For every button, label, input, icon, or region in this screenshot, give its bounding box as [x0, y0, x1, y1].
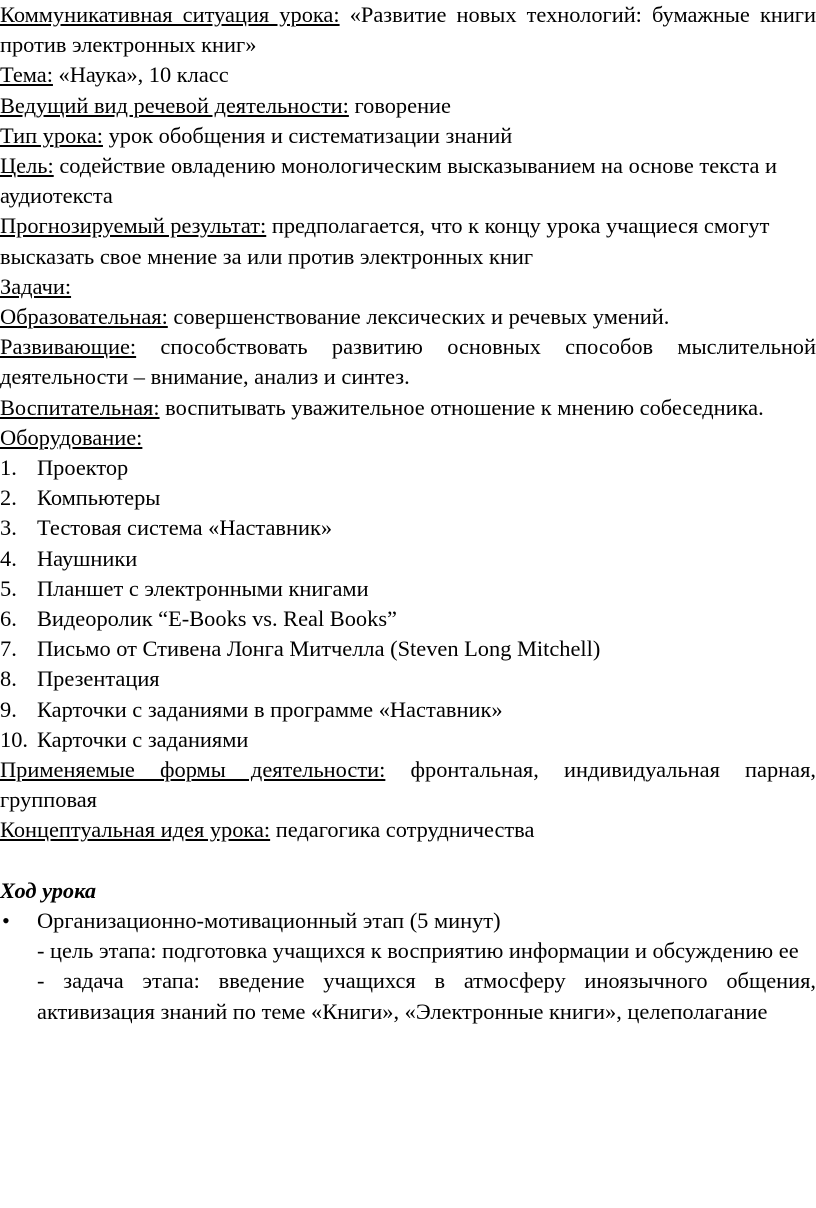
- item-text: Компьютеры: [37, 485, 161, 511]
- list-item: [0, 634, 816, 664]
- list-item: [0, 574, 816, 604]
- item-number: 5.: [0, 575, 17, 601]
- concept-label: Концептуальная идея урока:: [0, 817, 271, 843]
- list-item: [0, 544, 816, 574]
- list-item: [0, 453, 816, 483]
- speech-activity: [0, 91, 816, 121]
- conceptual-idea: [0, 815, 816, 845]
- forms-label: Применяемые формы деятельности:: [0, 757, 386, 783]
- activity-label: Ведущий вид речевой деятельности:: [0, 92, 349, 118]
- situation-label: Коммуникативная ситуация урока:: [0, 2, 340, 27]
- goal-label: Цель:: [0, 153, 54, 179]
- bullet-icon: •: [2, 907, 10, 933]
- list-item: [0, 604, 816, 634]
- expected-result: [0, 211, 816, 271]
- list-item: [0, 513, 816, 543]
- stage-item: [0, 906, 816, 936]
- item-number: 2.: [0, 485, 17, 511]
- result-label: Прогнозируемый результат:: [0, 213, 267, 239]
- lesson-type-text: урок обобщения и систематизации знаний: [108, 122, 513, 148]
- developing-text: способствовать развитию основных способов мыслительной деятельности – внимание, анализ и синтез.: [0, 334, 816, 390]
- equipment-label: Оборудование:: [0, 424, 143, 450]
- item-number: 10.: [0, 726, 28, 752]
- topic-label: Тема:: [0, 62, 53, 88]
- upbringing-label: Воспитательная:: [0, 394, 160, 420]
- forms-text: фронтальная, индивидуальная парная, групповая: [0, 757, 816, 813]
- concept-text: педагогика сотрудничества: [275, 817, 535, 843]
- item-text: Видеоролик “E-Books vs. Real Books”: [37, 606, 397, 632]
- equipment-list: [0, 453, 816, 755]
- item-number: 3.: [0, 515, 17, 541]
- item-text: Планшет с электронными книгами: [37, 575, 369, 601]
- item-text: Тестовая система «Наставник»: [37, 515, 333, 541]
- developing-label: Развивающие:: [0, 334, 137, 360]
- list-item: [0, 695, 816, 725]
- lesson-type: [0, 121, 816, 151]
- item-text: Письмо от Стивена Лонга Митчелла (Steven Long Mitchell): [37, 636, 601, 662]
- situation-text: «Развитие новых технологий: бумажные книги против электронных книг»: [0, 2, 816, 58]
- equipment-heading: [0, 423, 816, 453]
- educational-text: совершенствование лексических и речевых умений.: [173, 304, 670, 330]
- item-text: Презентация: [37, 666, 160, 692]
- tasks-label: Задачи:: [0, 273, 72, 299]
- item-text: Карточки с заданиями: [37, 726, 249, 752]
- goal-text: содействие овладению монологическим высказыванием на основе текста и аудиотекста: [0, 153, 777, 209]
- list-item: [0, 483, 816, 513]
- item-text: Проектор: [37, 455, 129, 481]
- item-text: Наушники: [37, 545, 138, 571]
- list-item: [0, 725, 816, 755]
- item-number: 8.: [0, 666, 17, 692]
- communicative-situation: [0, 0, 816, 60]
- activity-forms: [0, 755, 816, 815]
- stage-title: Организационно-мотивационный этап (5 минут): [37, 907, 501, 933]
- activity-text: говорение: [354, 92, 451, 118]
- result-text: предполагается, что к концу урока учащиеся смогут высказать свое мнение за или против электронных книг: [0, 213, 770, 269]
- educational-label: Образовательная:: [0, 304, 168, 330]
- lesson-goal: [0, 151, 816, 211]
- developing-task: [0, 332, 816, 392]
- list-item: [0, 664, 816, 694]
- stage-goal: - цель этапа: подготовка учащихся к восприятию информации и обсуждению ее: [37, 938, 799, 964]
- item-number: 9.: [0, 696, 17, 722]
- item-text: Карточки с заданиями в программе «Наставник»: [37, 696, 503, 722]
- upbringing-text: воспитывать уважительное отношение к мнению собеседника.: [165, 394, 764, 420]
- topic: [0, 60, 816, 90]
- item-number: 1.: [0, 455, 17, 481]
- item-number: 6.: [0, 606, 17, 632]
- item-number: 7.: [0, 636, 17, 662]
- course-heading: Ход урока: [0, 877, 97, 903]
- educational-task: [0, 302, 816, 332]
- tasks-heading: [0, 272, 816, 302]
- lesson-type-label: Тип урока:: [0, 122, 103, 148]
- stage-task: - задача этапа: введение учащихся в атмосферу иноязычного общения, активизация знаний по теме «Книги», «Электронные книги», целеполагание: [37, 968, 816, 1024]
- item-number: 4.: [0, 545, 17, 571]
- spacer: [0, 846, 816, 876]
- topic-text: «Наука», 10 класс: [58, 62, 229, 88]
- upbringing-task: [0, 393, 816, 423]
